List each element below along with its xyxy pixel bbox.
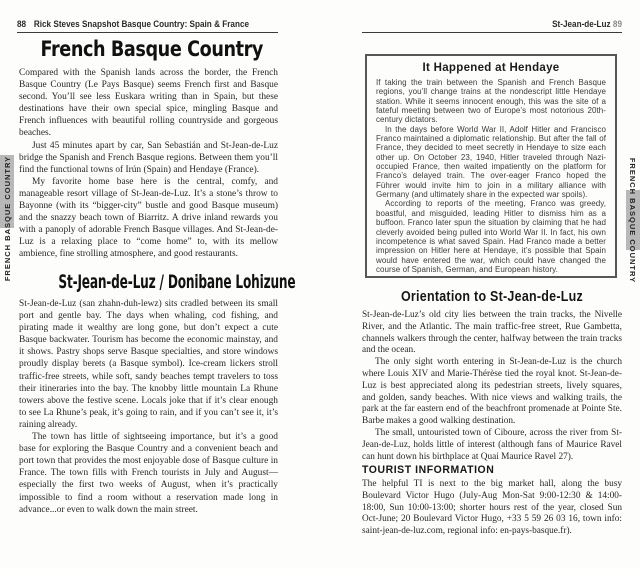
left-header-title: Rick Steves Snapshot Basque Country: Spain & France [33, 19, 250, 30]
sidebar-text [376, 78, 606, 274]
sidebar-box [365, 54, 617, 278]
right-page-number: 89 [612, 19, 622, 30]
paragraph: According to reports of the meeting, Franco was greedy, boastful, and misguided, leading Hitler to dismiss him as a buffoon. Franco later spun the situation by claiming that he had cleverly avoided being pulled into World War II. In fact, his own incompetence is what saved Spain. Had Franco made a better impression on Hitler here at Hendaye, it’s possible that Spain would have entered the war, which could have changed the course of Spanish, German, and European history. [376, 199, 606, 274]
orientation-text [362, 310, 622, 463]
paragraph: The helpful TI is next to the big market hall, along the busy Boulevard Victor Hugo (July-Aug Mon-Sat 9:00-12:30 & 14:00-18:00, Sun 10:00-13:00; shorter hours rest of the year, closed Sun Oct-June; 20 Boulevard Victor Hugo, +33 5 59 26 03 16, town info: saint-jean-de-luz.com, regional info: en-pays-basque.fr). [362, 479, 622, 537]
left-edge-tab-label: FRENCH BASQUE COUNTRY [3, 155, 12, 282]
section-text [19, 298, 278, 516]
right-header-title: St-Jean-de-Luz [552, 19, 611, 30]
sidebar-title: It Happened at Hendaye [422, 62, 560, 74]
right-running-header [398, 19, 622, 30]
section-title: St-Jean-de-Luz / Donibane Lohizune [58, 271, 296, 293]
paragraph: If taking the train between the Spanish and French Basque regions, you’ll change trains at the nondescript little Hendaye station. While it seems innocent enough, this was the site of a fateful meeting between two of Europe’s most notorious 20th-century dictators. [376, 78, 606, 125]
paragraph: My favorite home base here is the central, comfy, and manageable resort village of St-Jean-de-Luz. It’s a stone’s throw to Bayonne (with its “bigger-city” bustle and good Basque museum) and the snazzy beach town of Biarritz. A drive inland rewards you with a panoply of adorable French Basque villages. And St-Jean-de-Luz is a relaxing place to “come home” to, with its mellow ambience, fine strolling atmosphere, and good restaurants. [19, 176, 278, 260]
paragraph: In the days before World War II, Adolf Hitler and Francisco Franco maintained a diplomatic relationship. But after the fall of France, they decided to meet secretly in Hendaye to size each other up. On October 23, 1940, Hitler traveled through Nazi-occupied France, then waited impatiently on the platform for Franco’s delayed train. The over-eager Franco hoped the Führer would invite him to join in a military alliance with Germany (and ultimately share in the expected war spoils). [376, 124, 606, 200]
paragraph: St-Jean-de-Luz (san zhahn-duh-lewz) sits cradled between its small port and gentle bay. The days when whaling, cod fishing, and pirating made it wealthy are long gone, but don’t expect a cute Basque backwater. Tourism has become the economic mainstay, and it shows. Pastry shops serve Basque specialties, and store windows proudly display berets (a Basque symbol). Ice-cream lickers stroll traffic-free streets, while soft, sandy beaches tempt travelers to toss their itineraries into the bay. The knobby little mountain La Rhune towers above the festive scene. Locals joke that if it’s clear enough to see La Rhune’s peak, it’s going to rain, and if you can’t see it, it’s raining already. [19, 299, 278, 430]
left-header-rule [17, 32, 278, 33]
right-edge-tab-label: FRENCH BASQUE COUNTRY [628, 157, 637, 284]
paragraph: The only sight worth entering in St-Jean-de-Luz is the church where Louis XIV and Marie-Thérèse tied the royal knot. St-Jean-de-Luz is best appreciated along its pedestrian streets, lively squares, and golden, sandy beaches. With nice views and walking trails, the park at the far eastern end of the beachfront promenade at Pointe Ste. Barbe makes a good walking destination. [362, 357, 622, 427]
paragraph: The small, untouristed town of Ciboure, across the river from St-Jean-de-Luz, holds little of interest (although fans of Maurice Ravel can hunt down his birthplace at Quai Maurice Ravel 27). [362, 427, 622, 462]
right-header-rule [362, 32, 622, 33]
left-page-number: 88 [17, 19, 27, 30]
orientation-title: Orientation to St-Jean-de-Luz [400, 289, 584, 305]
paragraph: Just 45 minutes apart by car, San Sebastián and St-Jean-de-Luz bridge the Spanish and French Basque regions. Between them you’ll find the functional towns of Irún (Spain) and Hendaye (France). [19, 140, 278, 175]
chapter-title: French Basque Country [40, 37, 264, 62]
paragraph: The town has little of sightseeing importance, but it’s a good base for exploring the Basque Country and a convenient beach and port town that provides the most enjoyable dose of Basque culture in France. The town fills with French tourists in July and August—especially the first two weeks of August, when it’s practically impossible to find a room without a reservation made long in advance...or even to walk down the main street. [19, 432, 278, 515]
paragraph: Compared with the Spanish lands across the border, the French Basque Country (Le Pays Basque) seems French first and Basque second. You’ll see less Euskara writing than in Spain, but these destinations have their own special spice, mingling Basque and French influences with beautiful rolling countryside and gorgeous beaches. [19, 68, 278, 139]
left-running-header [17, 19, 249, 31]
tourist-information-title: TOURIST INFORMATION [362, 464, 495, 476]
tourist-information-text [362, 479, 622, 538]
chapter-intro-text [19, 67, 278, 261]
paragraph: St-Jean-de-Luz’s old city lies between the train tracks, the Nivelle River, and the Atlantic. The main traffic-free street, Rue Gambetta, channels walkers through the center, halfway between the train tracks and the ocean. [362, 310, 622, 356]
